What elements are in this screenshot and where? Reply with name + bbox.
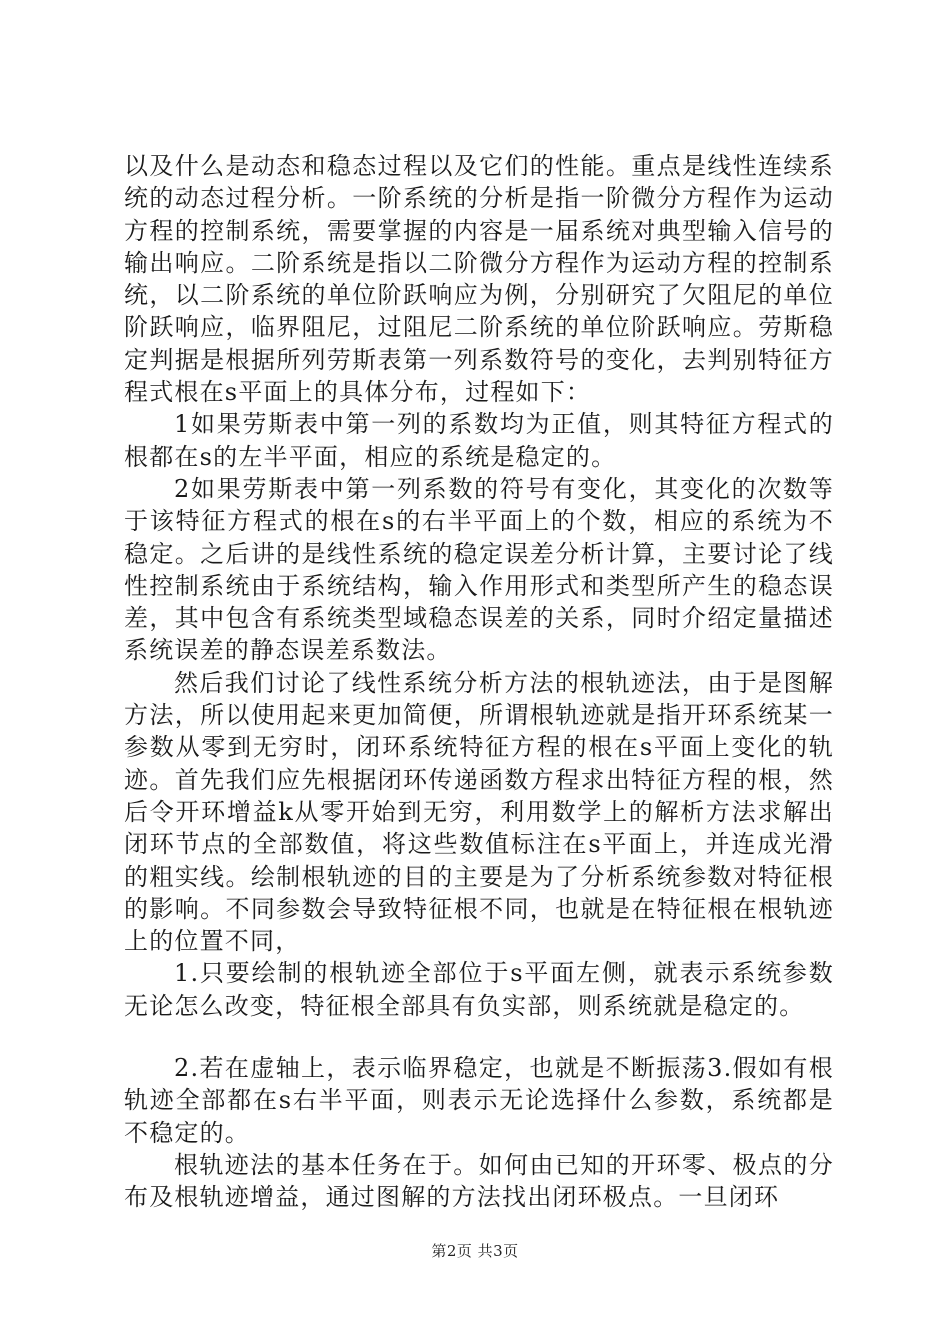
body-text	[124, 150, 834, 1214]
page-footer: 第2页 共3页	[431, 1242, 519, 1260]
paragraph-1: 以及什么是动态和稳态过程以及它们的性能。重点是线性连续系统的动态过程分析。一阶系统的分析是指一阶微分方程作为运动方程的控制系统，需要掌握的内容是一届系统对典型输入信号的输出响应。二阶系统是指以二阶微分方程作为运动方程的控制系统，以二阶系统的单位阶跃响应为例，分别研究了欠阻尼的单位阶跃响应，临界阻尼，过阻尼二阶系统的单位阶跃响应。劳斯稳定判据是根据所列劳斯表第一列系数符号的变化，去判别特征方程式根在s平面上的具体分布，过程如下：	[124, 152, 834, 407]
paragraph-3: 2如果劳斯表中第一列系数的符号有变化，其变化的次数等于该特征方程式的根在s的右半平面上的个数，相应的系统为不稳定。之后讲的是线性系统的稳定误差分析计算，主要讨论了线性控制系统由于系统结构，输入作用形式和类型所产生的稳态误差，其中包含有系统类型域稳态误差的关系，同时介绍定量描述系统误差的静态误差系数法。	[124, 474, 834, 665]
paragraph-6: 2.若在虚轴上，表示临界稳定，也就是不断振荡3.假如有根轨迹全部都在s右半平面，则表示无论选择什么参数，系统都是不稳定的。	[124, 1054, 834, 1147]
paragraph-4: 然后我们讨论了线性系统分析方法的根轨迹法，由于是图解方法，所以使用起来更加简便，所谓根轨迹就是指开环系统某一参数从零到无穷时，闭环系统特征方程的根在s平面上变化的轨迹。首先我们应先根据闭环传递函数方程求出特征方程的根，然后令开环增益k从零开始到无穷，利用数学上的解析方法求解出闭环节点的全部数值，将这些数值标注在s平面上，并连成光滑的粗实线。绘制根轨迹的目的主要是为了分析系统参数对特征根的影响。不同参数会导致特征根不同，也就是在特征根在根轨迹上的位置不同，	[124, 668, 834, 956]
paragraph-7: 根轨迹法的基本任务在于。如何由已知的开环零、极点的分布及根轨迹增益，通过图解的方法找出闭环极点。一旦闭环	[124, 1150, 834, 1212]
paragraph-5: 1.只要绘制的根轨迹全部位于s平面左侧，就表示系统参数无论怎么改变，特征根全部具有负实部，则系统就是稳定的。	[124, 959, 834, 1020]
paragraph-2: 1如果劳斯表中第一列的系数均为正值，则其特征方程式的根都在s的左半平面，相应的系统是稳定的。	[124, 410, 834, 471]
